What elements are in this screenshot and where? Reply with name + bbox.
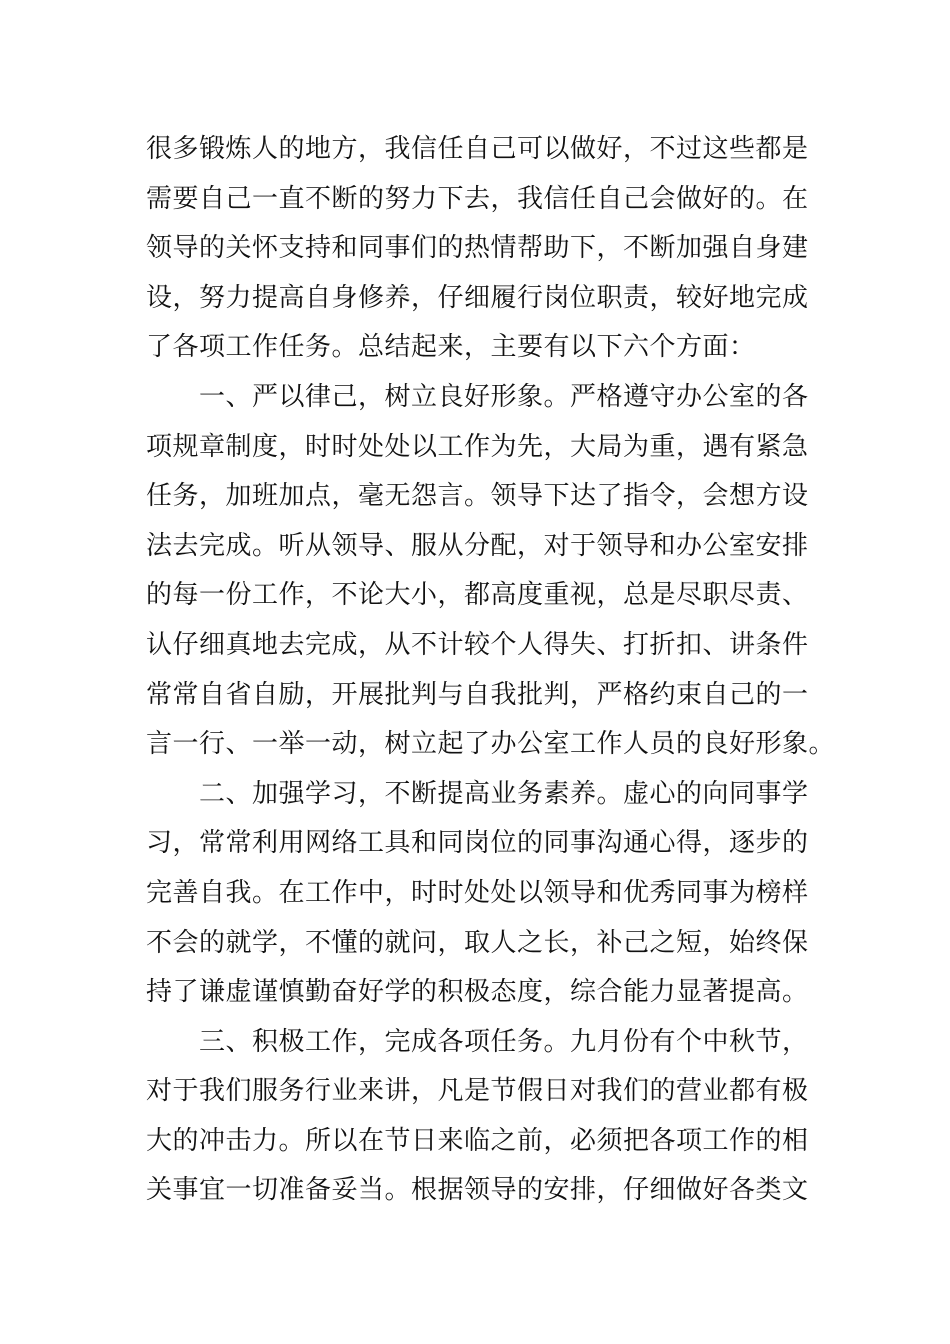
text-line: 二、加强学习，不断提高业务素养。虚心的向同事学 bbox=[146, 778, 809, 809]
text-line: 常常自省自励，开展批判与自我批判，严格约束自己的一 bbox=[146, 679, 809, 710]
text-line: 持了谦虚谨慎勤奋好学的积极态度，综合能力显著提高。 bbox=[146, 977, 809, 1008]
text-line: 言一行、一举一动，树立起了办公室工作人员的良好形象。 bbox=[146, 729, 836, 760]
text-line: 对于我们服务行业来讲，凡是节假日对我们的营业都有极 bbox=[146, 1076, 809, 1107]
text-line: 很多锻炼人的地方，我信任自己可以做好，不过这些都是 bbox=[146, 134, 809, 164]
text-line: 需要自己一直不断的努力下去，我信任自己会做好的。在 bbox=[146, 183, 809, 214]
text-line: 不会的就学，不懂的就问，取人之长，补己之短，始终保 bbox=[146, 927, 809, 958]
text-line: 了各项工作任务。总结起来，主要有以下六个方面： bbox=[146, 332, 756, 363]
text-line: 领导的关怀支持和同事们的热情帮助下，不断加强自身建 bbox=[146, 233, 809, 264]
text-line: 认仔细真地去完成，从不计较个人得失、打折扣、讲条件 bbox=[146, 629, 809, 660]
text-line: 完善自我。在工作中，时时处处以领导和优秀同事为榜样 bbox=[146, 877, 809, 908]
text-line: 任务，加班加点，毫无怨言。领导下达了指令，会想方设 bbox=[146, 481, 809, 512]
text-line: 法去完成。听从领导、服从分配，对于领导和办公室安排 bbox=[146, 530, 809, 561]
text-line: 的每一份工作，不论大小，都高度重视，总是尽职尽责、 bbox=[146, 580, 809, 611]
text-line: 项规章制度，时时处处以工作为先，大局为重，遇有紧急 bbox=[146, 431, 809, 462]
text-line: 一、严以律己，树立良好形象。严格遵守办公室的各 bbox=[146, 381, 809, 412]
text-line: 关事宜一切准备妥当。根据领导的安排，仔细做好各类文 bbox=[146, 1175, 809, 1206]
text-line: 习，常常利用网络工具和同岗位的同事沟通心得，逐步的 bbox=[146, 828, 809, 859]
body-text bbox=[146, 125, 836, 1216]
text-line: 三、积极工作，完成各项任务。九月份有个中秋节， bbox=[146, 1026, 809, 1057]
text-line: 大的冲击力。所以在节日来临之前，必须把各项工作的相 bbox=[146, 1125, 809, 1156]
text-line: 设，努力提高自身修养，仔细履行岗位职责，较好地完成 bbox=[146, 282, 809, 313]
